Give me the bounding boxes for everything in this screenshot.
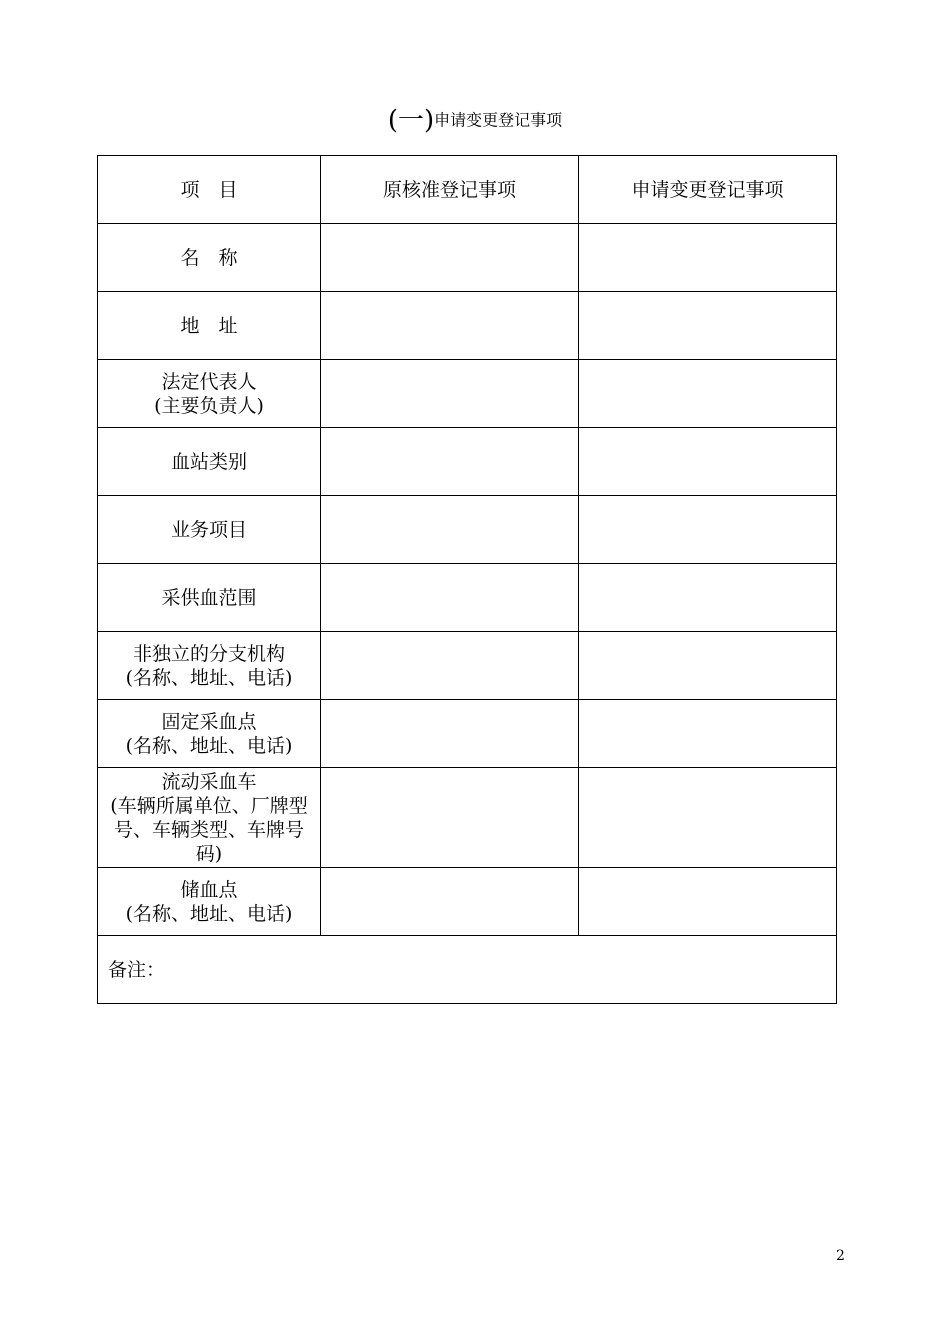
- original-value-cell[interactable]: [321, 428, 579, 496]
- header-original: 原核准登记事项: [321, 156, 579, 224]
- row-label: [98, 868, 321, 936]
- requested-value-cell[interactable]: [579, 428, 837, 496]
- row-label-line: 业务项目: [170, 518, 247, 541]
- original-value-cell[interactable]: [321, 224, 579, 292]
- table-row: [98, 632, 837, 700]
- table-row: [98, 224, 837, 292]
- table-row: [98, 496, 837, 564]
- change-registration-table: [97, 155, 837, 1004]
- row-label-subline: (车辆所属单位、厂牌型号、车辆类型、车牌号码): [110, 794, 308, 865]
- row-label-line: 地 址: [180, 314, 238, 337]
- row-label: [98, 768, 321, 868]
- requested-value-cell[interactable]: [579, 632, 837, 700]
- table-row: [98, 428, 837, 496]
- table-row: [98, 292, 837, 360]
- requested-value-cell[interactable]: [579, 360, 837, 428]
- table-row: [98, 360, 837, 428]
- requested-value-cell[interactable]: [579, 496, 837, 564]
- section-number: (一): [387, 105, 435, 136]
- row-label: [98, 360, 321, 428]
- row-label-line: 储血点: [180, 878, 238, 901]
- row-label-subline: (主要负责人): [154, 394, 264, 417]
- section-title: [0, 100, 950, 141]
- remarks-cell[interactable]: [98, 936, 837, 1004]
- original-value-cell[interactable]: [321, 868, 579, 936]
- requested-value-cell[interactable]: [579, 224, 837, 292]
- requested-value-cell[interactable]: [579, 868, 837, 936]
- table-row: [98, 868, 837, 936]
- row-label-line: 名 称: [180, 246, 238, 269]
- header-requested: 申请变更登记事项: [579, 156, 837, 224]
- remarks-label: 备注：: [108, 958, 166, 981]
- row-label: [98, 564, 321, 632]
- table-row: [98, 564, 837, 632]
- row-label: [98, 224, 321, 292]
- row-label: [98, 700, 321, 768]
- row-label-line: 流动采血车: [161, 770, 257, 793]
- table-row: [98, 768, 837, 868]
- header-item: 项 目: [98, 156, 321, 224]
- original-value-cell[interactable]: [321, 632, 579, 700]
- original-value-cell[interactable]: [321, 292, 579, 360]
- requested-value-cell[interactable]: [579, 700, 837, 768]
- table-header-row: [98, 156, 837, 224]
- row-label-subline: (名称、地址、电话): [125, 902, 293, 925]
- row-label: [98, 496, 321, 564]
- row-label-line: 法定代表人: [161, 370, 257, 393]
- original-value-cell[interactable]: [321, 496, 579, 564]
- row-label: [98, 292, 321, 360]
- original-value-cell[interactable]: [321, 700, 579, 768]
- original-value-cell[interactable]: [321, 360, 579, 428]
- page-number: 2: [836, 1248, 845, 1264]
- row-label-line: 采供血范围: [161, 586, 257, 609]
- table-row: [98, 700, 837, 768]
- row-label: [98, 428, 321, 496]
- row-label: [98, 632, 321, 700]
- row-label-line: 非独立的分支机构: [132, 642, 285, 665]
- requested-value-cell[interactable]: [579, 564, 837, 632]
- requested-value-cell[interactable]: [579, 292, 837, 360]
- section-title-text: 申请变更登记事项: [434, 110, 563, 130]
- original-value-cell[interactable]: [321, 564, 579, 632]
- row-label-subline: (名称、地址、电话): [125, 666, 293, 689]
- row-label-subline: (名称、地址、电话): [125, 734, 293, 757]
- remarks-row: [98, 936, 837, 1004]
- row-label-line: 固定采血点: [161, 710, 257, 733]
- requested-value-cell[interactable]: [579, 768, 837, 868]
- row-label-line: 血站类别: [170, 450, 247, 473]
- original-value-cell[interactable]: [321, 768, 579, 868]
